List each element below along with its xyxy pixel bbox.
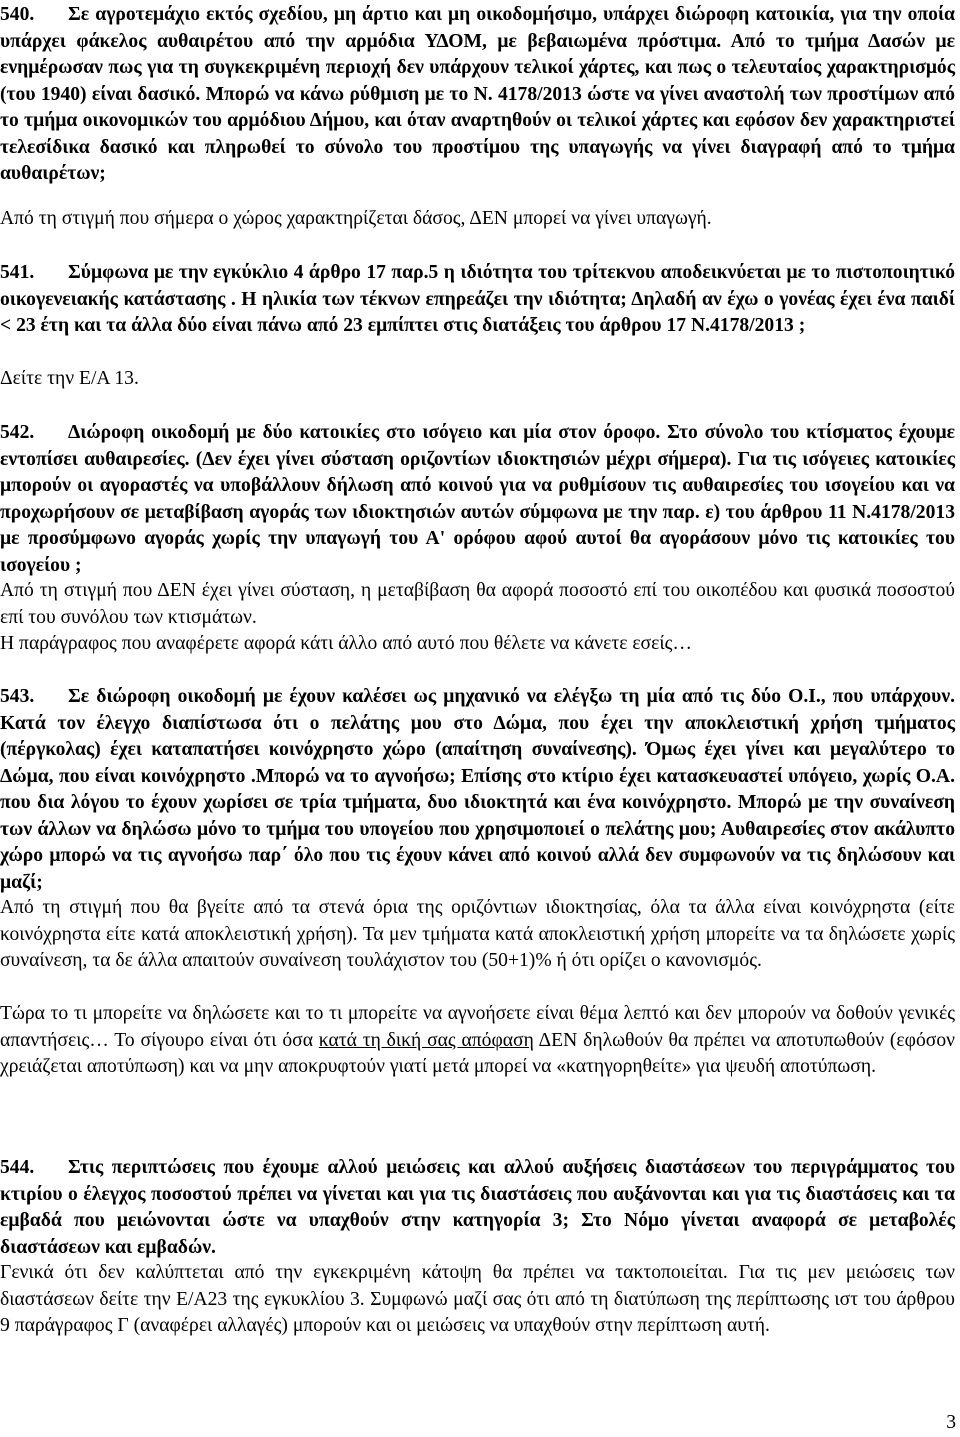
question-number: 544. bbox=[0, 1157, 35, 1178]
question-number: 543. bbox=[0, 686, 35, 707]
question-number: 541. bbox=[0, 262, 35, 283]
question-text: Σύμφωνα με την εγκύκλιο 4 άρθρο 17 παρ.5 η ιδιότητα του τρίτεκνου αποδεικνύεται με το πιστοποιητικό οικογενειακής κατάστασης . Η ηλικία των τέκνων επηρεάζει την ιδιότητα; Δηλαδή αν έχω ο γονέας έχει ένα παιδί < 23 έτη και τα άλλα δύο είναι πάνω από 23 εμπίπτει στις διατάξεις του άρθρου 17 Ν.4178/2013 ; bbox=[0, 262, 955, 336]
answer-541: Δείτε την Ε/Α 13. bbox=[0, 368, 139, 389]
answer-544: Γενικά ότι δεν καλύπτεται από την εγκεκριμένη κάτοψη θα πρέπει να τακτοποιείται. Για τις μεν μειώσεις των διαστάσεων δείτε την Ε/Α23 της εγκυκλίου 3. Συμφωνώ μαζί σας ότι από τη διατύπωση της περίπτωσης ιστ του άρθρου 9 παράγραφος Γ (αναφέρει αλλαγές) μπορούν και οι μειώσεις να υπαχθούν στην περίπτωση αυτή. bbox=[0, 1262, 955, 1336]
answer-540: Από τη στιγμή που σήμερα ο χώρος χαρακτηρίζεται δάσος, ΔΕΝ μπορεί να γίνει υπαγωγή. bbox=[0, 208, 712, 229]
underlined-phrase: κατά τη δική σας απόφαση bbox=[318, 1029, 534, 1051]
question-541 bbox=[0, 260, 955, 340]
answer-542-2: Η παράγραφος που αναφέρετε αφορά κάτι άλλο από αυτό που θέλετε να κάνετε εσείς… bbox=[0, 633, 692, 654]
question-text: Διώροφη οικοδομή με δύο κατοικίες στο ισόγειο και μία στον όροφο. Στο σύνολο του κτίσματος έχουμε εντοπίσει αυθαιρεσίες. (Δεν έχει γίνει σύσταση οριζοντίων ιδιοκτησιών μέχρι σήμερα). Για τις ισόγειες κατοικίες μπορούν οι αγοραστές να υποβάλλουν δήλωση από κοινού για να ρυθμίσουν τις αυθαιρεσίες του ισογείου και να προχωρήσουν σε μεταβίβαση αγοράς των ιδιοκτησιών αυτών σύμφωνα με την παρ. ε) του άρθρου 11 Ν.4178/2013 με προσύμφωνο αγοράς χωρίς την υπαγωγή του Α' ορόφου αφού αυτοί θα αγοράσουν μόνο τις κατοικίες του ισογείου ; bbox=[0, 422, 955, 576]
question-542 bbox=[0, 420, 955, 579]
answer-542-1: Από τη στιγμή που ΔΕΝ έχει γίνει σύσταση, η μεταβίβαση θα αφορά ποσοστό επί του οικοπέδου και φυσικά ποσοστού επί του συνόλου των κτισμάτων. bbox=[0, 580, 955, 628]
page-number: 3 bbox=[946, 1412, 956, 1433]
question-text: Σε διώροφη οικοδομή με έχουν καλέσει ως μηχανικό να ελέγξω τη μία από τις δύο Ο.Ι., που υπάρχουν. Κατά τον έλεγχο διαπίστωσα ότι ο πελάτης μου στο Δώμα, που έχει την αποκλειστική χρήση τμήματος (πέργκολας) έχει καταπατήσει κοινόχρηστο χώρο (απαίτηση συναίνεσης). Όμως έχει γίνει και μεγαλύτερο το Δώμα, που είναι κοινόχρηστο .Μπορώ να το αγνοήσω; Επίσης στο κτίριο έχει κατασκευαστεί υπόγειο, χωρίς Ο.Α. που δια λόγου το έχουν χωρίσει σε τρία τμήματα, δυο ιδιοκτητά και ένα κοινόχρηστο. Μπορώ με την συναίνεση των άλλων να δηλώσω μόνο το τμήμα του υπογείου που χρησιμοποιεί ο πελάτης μου; Αυθαιρεσίες στον ακάλυπτο χώρο μπορώ να τις αγνοήσω παρ΄ όλο που τις έχουν κάνει από κοινού αλλά δεν συμφωνούν να τις δηλώσουν και μαζί; bbox=[0, 686, 955, 893]
question-text: Σε αγροτεμάχιο εκτός σχεδίου, μη άρτιο και μη οικοδομήσιμο, υπάρχει διώροφη κατοικία, για την οποία υπάρχει φάκελος αυθαιρέτου από την αρμόδια ΥΔΟΜ, με βεβαιωμένα πρόστιμα. Από το τμήμα Δασών με ενημέρωσαν πως για τη συγκεκριμένη περιοχή δεν υπάρχουν τελικοί χάρτες, και πως ο τελευταίος χαρακτηρισμός (του 1940) είναι δασικό. Μπορώ να κάνω ρύθμιση με το Ν. 4178/2013 ώστε να γίνει αναστολή των προστίμων από το τμήμα οικονομικών του αρμόδιου Δήμου, και όταν αναρτηθούν οι τελικοί χάρτες και εφόσον δεν χαρακτηριστεί τελεσίδικα δασικό και πληρωθεί το σύνολο του προστίμου της υπαγωγής να γίνει διαγραφή από το τμήμα αυθαιρέτων; bbox=[0, 4, 955, 184]
question-text: Στις περιπτώσεις που έχουμε αλλού μειώσεις και αλλού αυξήσεις διαστάσεων του περιγράμματος του κτιρίου ο έλεγχος ποσοστού πρέπει να γίνεται και για τις διαστάσεις που αυξάνονται και για τις διαστάσεις και τα εμβαδά που μειώνονται ώστε να υπαχθούν στην κατηγορία 3; Στο Νόμο γίνεται αναφορά σε μεταβολές διαστάσεων και εμβαδών. bbox=[0, 1157, 955, 1258]
question-number: 540. bbox=[0, 4, 35, 25]
question-540 bbox=[0, 2, 955, 188]
question-543 bbox=[0, 684, 955, 896]
answer-543-2: Τώρα το τι μπορείτε να δηλώσετε και το τι μπορείτε να αγνοήσετε είναι θέμα λεπτό και δεν μπορούν να δοθούν γενικές απαντήσεις… Το σίγουρο είναι ότι όσα κατά τη δική σας απόφαση ΔΕΝ δηλωθούν θα πρέπει να αποτυπωθούν (εφόσον χρειάζεται αποτύπωση) και να μην αποκρυφτούν γιατί μετά μπορεί να «κατηγορηθείτε» για ψευδή αποτύπωση. bbox=[0, 1003, 955, 1077]
answer-543-1: Από τη στιγμή που θα βγείτε από τα στενά όρια της οριζόντιων ιδιοκτησίας, όλα τα άλλα είναι κοινόχρηστα (είτε κοινόχρηστα είτε κατά αποκλειστική χρήση). Τα μεν τμήματα κατά αποκλειστική χρήση μπορείτε να τα δηλώσετε χωρίς συναίνεση, τα δε άλλα απαιτούν συναίνεση τουλάχιστον του (50+1)% ή ότι ορίζει ο κανονισμός. bbox=[0, 897, 955, 971]
question-544 bbox=[0, 1155, 955, 1261]
question-number: 542. bbox=[0, 422, 35, 443]
